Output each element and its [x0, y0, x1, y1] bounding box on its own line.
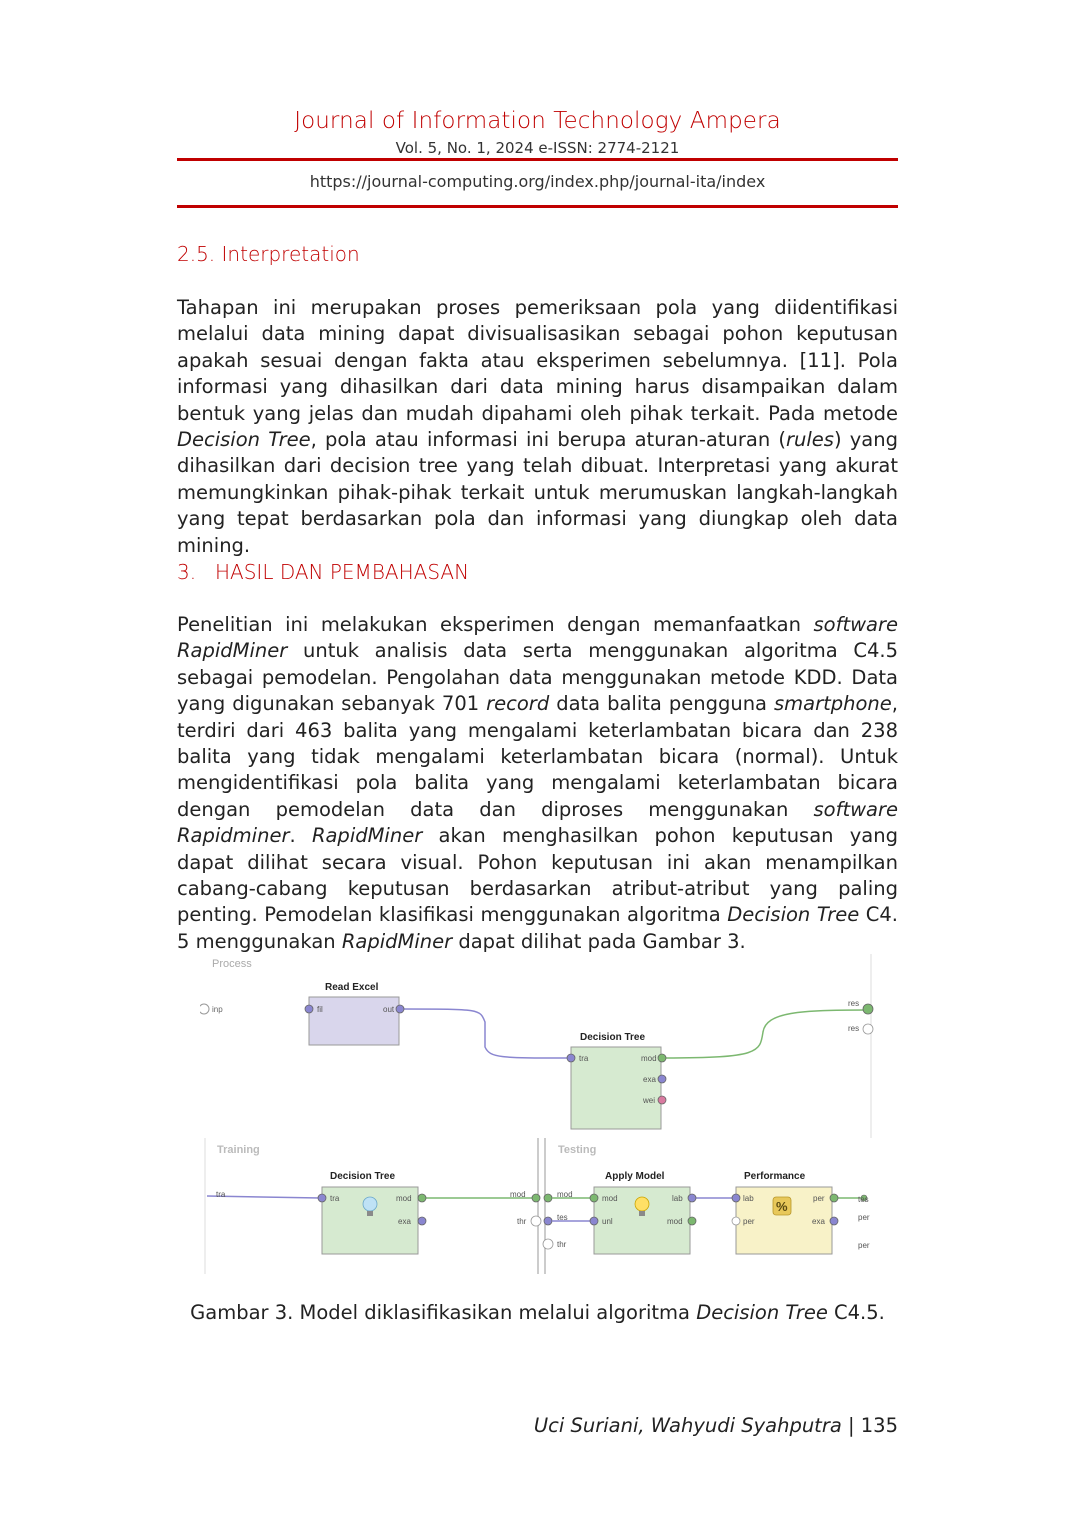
port-dt-top-mod[interactable]: [658, 1054, 666, 1062]
port-right-per-1-label: per: [858, 1213, 870, 1222]
port-perf-out-per[interactable]: [830, 1194, 838, 1202]
port-read-excel-out-label: out: [383, 1005, 395, 1014]
testing-in-tes-label: tes: [557, 1213, 568, 1222]
page-footer: [534, 1414, 898, 1437]
port-perf-out-exa[interactable]: [830, 1217, 838, 1225]
port-perf-in-lab[interactable]: [732, 1194, 740, 1202]
port-testing-in-thr[interactable]: [543, 1239, 553, 1249]
testing-label: Testing: [558, 1144, 597, 1156]
footer-authors: Uci Suriani, Wahyudi Syahputra: [533, 1414, 842, 1437]
port-dt-bottom-mod-label: mod: [396, 1194, 412, 1203]
port-dt-bottom-exa-label: exa: [398, 1217, 411, 1226]
testing-in-thr-label: thr: [557, 1240, 567, 1249]
training-out-thr-label: thr: [517, 1217, 527, 1226]
port-apply-in-unl-label: unl: [602, 1217, 613, 1226]
section-heading-interpretation: 2.5. Interpretation: [177, 242, 360, 266]
process-label: Process: [212, 958, 252, 970]
figure-caption: Gambar 3. Model diklasifikasikan melalui algoritma Decision Tree C4.5.: [190, 1301, 885, 1324]
training-in-label: tra: [216, 1190, 226, 1199]
performance-title: Performance: [744, 1171, 806, 1182]
port-testing-in-mod[interactable]: [544, 1194, 552, 1202]
port-res-1-label: res: [848, 999, 860, 1008]
port-right-tes-label: tes: [858, 1195, 869, 1204]
decision-tree-top-title: Decision Tree: [580, 1032, 646, 1043]
port-inp[interactable]: [200, 1004, 209, 1014]
port-dt-bottom-mod[interactable]: [418, 1194, 426, 1202]
port-perf-in-lab-label: lab: [743, 1194, 754, 1203]
port-dt-bottom-in-label: tra: [330, 1194, 340, 1203]
journal-title: Journal of Information Technology Ampera: [294, 108, 781, 134]
read-excel-title: Read Excel: [325, 982, 379, 993]
port-perf-out-per-label: per: [813, 1194, 825, 1203]
port-dt-bottom-exa[interactable]: [418, 1217, 426, 1225]
header-rule-top: [177, 158, 898, 161]
port-perf-in-per[interactable]: [732, 1217, 740, 1225]
port-apply-out-mod[interactable]: [688, 1217, 696, 1225]
port-dt-top-in-label: tra: [579, 1054, 589, 1063]
port-dt-bottom-in[interactable]: [318, 1194, 326, 1202]
port-read-excel-in-label: fil: [317, 1005, 323, 1014]
port-dt-top-wei-label: wei: [643, 1096, 656, 1105]
port-inp-label: inp: [212, 1005, 223, 1014]
port-apply-in-mod-label: mod: [602, 1194, 618, 1203]
port-testing-in-tes[interactable]: [544, 1217, 552, 1225]
journal-url[interactable]: https://journal-computing.org/index.php/journal-ita/index: [309, 172, 766, 191]
port-dt-top-exa[interactable]: [658, 1075, 666, 1083]
port-dt-top-in[interactable]: [567, 1054, 575, 1062]
percent-icon: [773, 1197, 791, 1215]
port-apply-out-lab[interactable]: [688, 1194, 696, 1202]
port-res-2[interactable]: [863, 1024, 873, 1034]
port-res-2-label: res: [848, 1024, 860, 1033]
page-number: 135: [860, 1414, 898, 1437]
port-dt-top-exa-label: exa: [643, 1075, 656, 1084]
paragraph-hasil: Penelitian ini melakukan eksperimen dengan memanfaatkan software RapidMiner untuk analisis data serta menggunakan algoritma C4.5 sebagai pemodelan. Pengolahan data menggunakan metode KDD. Data yang digunakan sebanyak 701 record data balita pengguna smartphone, terdiri dari 463 balita yang mengalami keterlambatan bicara dan 238 balita yang tidak mengalami keterlambatan bicara (normal). Untuk mengidentifikasi pola balita yang mengalami keterlambatan bicara dengan pemodelan data dan diproses menggunakan software Rapidminer. RapidMiner akan menghasilkan pohon keputusan yang dapat dilihat secara visual. Pohon keputusan ini akan menampilkan cabang-cabang keputusan berdasarkan atribut-atribut yang paling penting. Pemodelan klasifikasi menggunakan algoritma Decision Tree C4. 5 menggunakan RapidMiner dapat dilihat pada Gambar 3.: [177, 613, 898, 953]
port-read-excel-out[interactable]: [396, 1005, 404, 1013]
section-heading-hasil: 3. HASIL DAN PEMBAHASAN: [177, 560, 470, 584]
port-right-per-2-label: per: [858, 1241, 870, 1250]
port-apply-in-unl[interactable]: [590, 1217, 598, 1225]
testing-in-mod-label: mod: [557, 1190, 573, 1199]
port-apply-out-mod-label: mod: [667, 1217, 683, 1226]
decision-tree-bottom-title: Decision Tree: [330, 1171, 396, 1182]
port-perf-out-exa-label: exa: [812, 1217, 825, 1226]
port-perf-in-per-label: per: [743, 1217, 755, 1226]
port-res-1[interactable]: [863, 1004, 873, 1014]
training-out-mod-label: mod: [510, 1190, 526, 1199]
journal-volume: Vol. 5, No. 1, 2024 e-ISSN: 2774-2121: [395, 139, 680, 157]
paragraph-interpretation: Tahapan ini merupakan proses pemeriksaan pola yang diidentifikasi melalui data mining dapat divisualisasikan sebagai pohon keputusan apakah sesuai dengan fakta atau eksperimen sebelumnya. [11]. Pola informasi yang dihasilkan dari data mining harus disampaikan dalam bentuk yang jelas dan mudah dipahami oleh pihak terkait. Pada metode Decision Tree, pola atau informasi ini berupa aturan-aturan (rules) yang dihasilkan dari decision tree yang telah dibuat. Interpretasi yang akurat memungkinkan pihak-pihak terkait untuk merumuskan langkah-langkah yang tepat berdasarkan pola dan informasi yang diungkap oleh data mining.: [177, 296, 898, 557]
port-apply-out-lab-label: lab: [672, 1194, 683, 1203]
port-read-excel-in[interactable]: [305, 1005, 313, 1013]
port-dt-top-mod-label: mod: [641, 1054, 657, 1063]
port-dt-top-wei[interactable]: [658, 1096, 666, 1104]
header-rule-bottom: [177, 205, 898, 208]
training-label: Training: [217, 1144, 260, 1156]
port-training-out-mod[interactable]: [532, 1194, 540, 1202]
figure-rapidminer-process: [200, 952, 875, 1277]
port-training-out-thr[interactable]: [531, 1216, 541, 1226]
apply-model-title: Apply Model: [605, 1171, 665, 1182]
svg-text:%: %: [776, 1199, 788, 1214]
port-apply-in-mod[interactable]: [590, 1194, 598, 1202]
footer-separator: |: [841, 1414, 861, 1437]
